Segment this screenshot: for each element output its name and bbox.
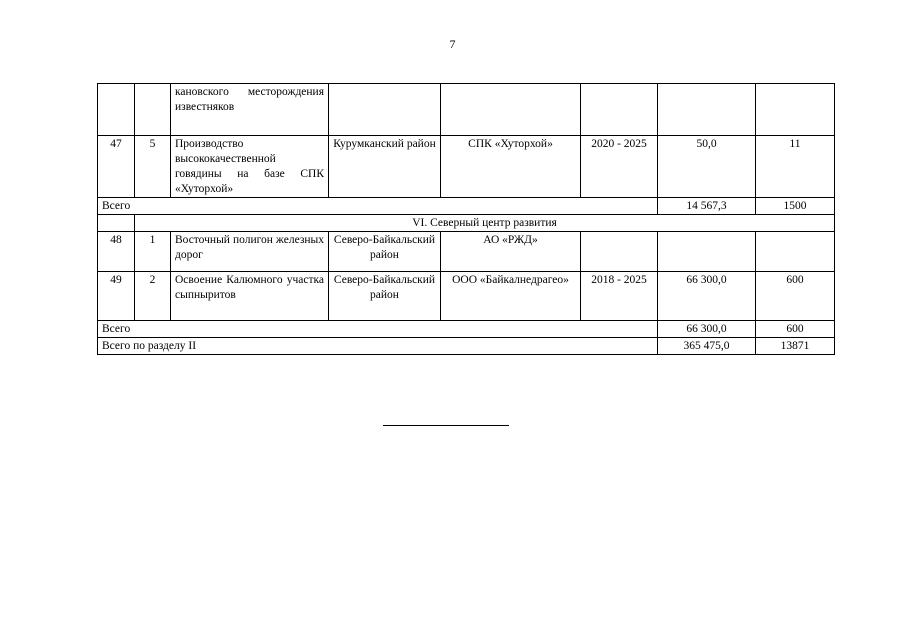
row-number-cell: 48 [98,232,135,272]
row-number-cell [98,84,135,136]
cost-cell [658,84,756,136]
empty-cell [98,215,135,232]
row-number-cell: 49 [98,272,135,321]
table-row [98,232,835,272]
executor-cell [441,84,581,136]
table-row [98,272,835,321]
jobs-cell [756,84,835,136]
cost-cell [658,232,756,272]
table-row [98,84,835,136]
project-name-cell: кановского месторождения известняков [171,84,329,136]
executor-cell: ООО «Байкалнедрагео» [441,272,581,321]
row-subnumber-cell: 2 [135,272,171,321]
project-name-cell: Освоение Калюмного участка сыпныритов [171,272,329,321]
total-label-cell: Всего [98,198,658,215]
row-subnumber-cell: 1 [135,232,171,272]
district-cell: Курумканский район [329,136,441,198]
page-number: 7 [449,37,456,51]
total-cost-cell: 14 567,3 [658,198,756,215]
project-name-cell: Производство высококачественной говядины на базе СПК «Хуторхой» [171,136,329,198]
total-label-cell: Всего [98,321,658,338]
period-cell: 2018 - 2025 [581,272,658,321]
grand-total-cost-cell: 365 475,0 [658,338,756,355]
total-row [98,198,835,215]
jobs-cell [756,232,835,272]
project-name-cell: Восточный полигон железных дорог [171,232,329,272]
grand-total-jobs-cell: 13871 [756,338,835,355]
executor-cell: АО «РЖД» [441,232,581,272]
executor-cell: СПК «Хуторхой» [441,136,581,198]
district-cell: Северо-Байкальский район [329,232,441,272]
row-subnumber-cell [135,84,171,136]
total-jobs-cell: 1500 [756,198,835,215]
section-header-row [98,215,835,232]
period-cell [581,232,658,272]
district-cell: Северо-Байкальский район [329,272,441,321]
table-row [98,136,835,198]
jobs-cell: 600 [756,272,835,321]
period-cell [581,84,658,136]
district-cell [329,84,441,136]
period-cell: 2020 - 2025 [581,136,658,198]
grand-total-label-cell: Всего по разделу II [98,338,658,355]
total-jobs-cell: 600 [756,321,835,338]
row-subnumber-cell: 5 [135,136,171,198]
jobs-cell: 11 [756,136,835,198]
row-number-cell: 47 [98,136,135,198]
projects-table [97,83,835,355]
total-row [98,321,835,338]
grand-total-row [98,338,835,355]
section-title: VI. Северный центр развития [135,215,835,232]
cost-cell: 66 300,0 [658,272,756,321]
end-divider-line [383,425,509,426]
total-cost-cell: 66 300,0 [658,321,756,338]
cost-cell: 50,0 [658,136,756,198]
